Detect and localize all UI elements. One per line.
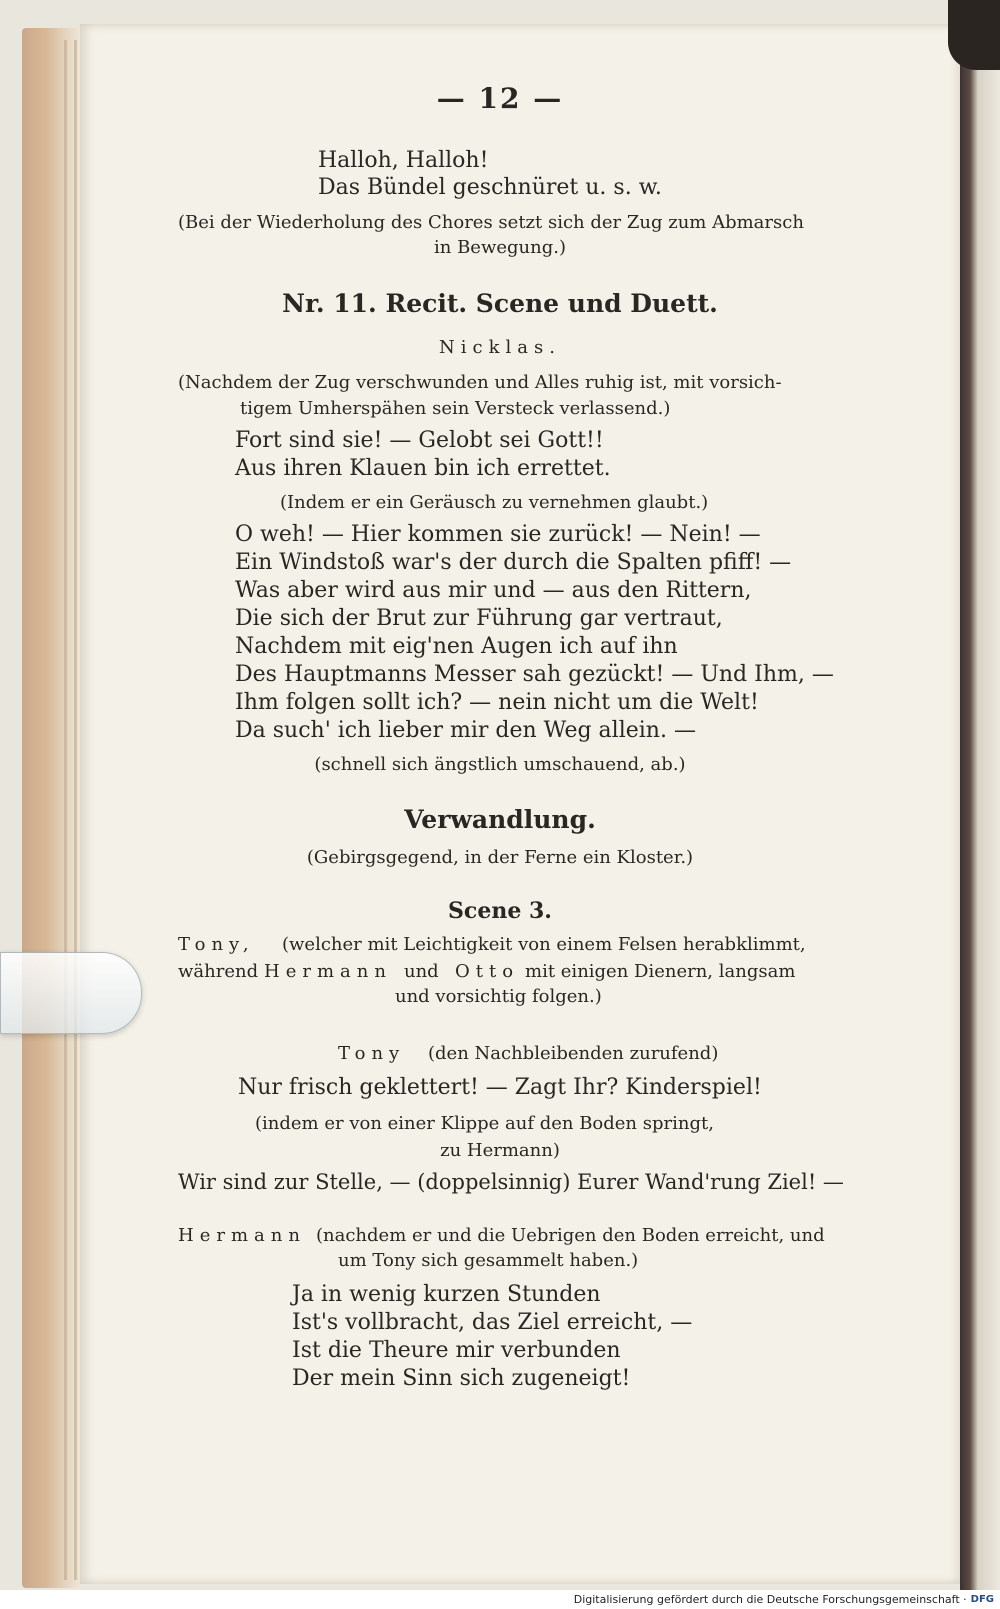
speaker-name: Hermann [264,961,392,982]
stage-direction: (Nachdem der Zug verschwunden und Alles ruhig ist, mit vorsich- [178,372,782,393]
verse-line: Ein Windstoß war's der durch die Spalten pfiff! — [235,550,792,575]
speaker-name: Otto [455,961,520,982]
page-number: — 12 — [436,82,564,115]
stage-direction: (nachdem er und die Uebrigen den Boden erreicht, und [316,1225,825,1246]
text-line: Das Bündel geschnüret u. s. w. [318,175,662,200]
speaker-name: Hermann [178,1225,306,1246]
stage-direction: (Gebirgsgegend, in der Ferne ein Kloster.) [306,847,694,868]
stage-direction: während [178,961,259,982]
text-line: Halloh, Halloh! [318,148,489,173]
verse-line: Aus ihren Klauen bin ich errettet. [235,456,611,481]
speaker-name: Tony, [178,934,255,955]
stage-direction: (indem er von einer Klippe auf den Boden springt, [255,1113,714,1134]
verse-line: Fort sind sie! — Gelobt sei Gott!! [235,428,604,453]
dark-corner [948,0,1000,70]
page-edge-line [74,40,77,1580]
verse-line: Ist die Theure mir verbunden [292,1338,621,1363]
stage-direction: und [404,961,439,982]
dfg-logo: DFG [970,1594,994,1605]
stage-direction: (schnell sich ängstlich umschauend, ab.) [314,754,686,775]
page-turn-handle[interactable] [0,952,142,1034]
verse-line: Ja in wenig kurzen Stunden [292,1282,601,1307]
verse-line: Der mein Sinn sich zugeneigt! [292,1366,631,1391]
stage-direction: zu Hermann) [440,1140,560,1161]
stage-direction: (den Nachbleibenden zurufend) [428,1043,719,1064]
verse-line: Wir sind zur Stelle, — (doppelsinnig) Eurer Wand'rung Ziel! — [178,1170,844,1194]
page-edge-line [64,40,67,1580]
verse-line: Des Hauptmanns Messer sah gezückt! — Und Ihm, — [235,662,834,687]
verse-line: Da such' ich lieber mir den Weg allein. — [235,718,696,743]
speaker-name: Tony [338,1043,406,1064]
stage-direction: und vorsichtig folgen.) [395,986,602,1007]
stage-direction: um Tony sich gesammelt haben.) [338,1250,639,1271]
verse-line: Nachdem mit eig'nen Augen ich auf ihn [235,634,678,659]
verse-line: Nur frisch geklettert! — Zagt Ihr? Kinderspiel! [238,1075,762,1100]
verse-line: Die sich der Brut zur Führung gar vertraut, [235,606,723,631]
stage-direction: in Bewegung.) [434,237,566,258]
scene-heading: Scene 3. [448,898,552,924]
stage-direction: (Indem er ein Geräusch zu vernehmen glaubt.) [280,492,709,513]
stage-direction: mit einigen Dienern, langsam [525,961,796,982]
book-edge-left [22,28,82,1588]
section-heading: Verwandlung. [404,805,596,834]
book-spine-right [960,0,1000,1590]
section-heading: Nr. 11. Recit. Scene und Duett. [282,289,718,318]
speaker-name: Nicklas. [439,337,561,358]
footer-credit [0,1590,1000,1609]
stage-direction: (welcher mit Leichtigkeit von einem Felsen herabklimmt, [282,934,806,955]
verse-line: O weh! — Hier kommen sie zurück! — Nein! — [235,522,761,547]
stage-direction: tigem Umherspähen sein Versteck verlassend.) [240,398,671,419]
verse-line: Ihm folgen sollt ich? — nein nicht um die Welt! [235,690,759,715]
verse-line: Was aber wird aus mir und — aus den Rittern, [235,578,752,603]
verse-line: Ist's vollbracht, das Ziel erreicht, — [292,1310,693,1335]
footer-text: Digitalisierung gefördert durch die Deutsche Forschungsgemeinschaft · [573,1593,967,1606]
stage-direction: (Bei der Wiederholung des Chores setzt sich der Zug zum Abmarsch [178,212,804,233]
